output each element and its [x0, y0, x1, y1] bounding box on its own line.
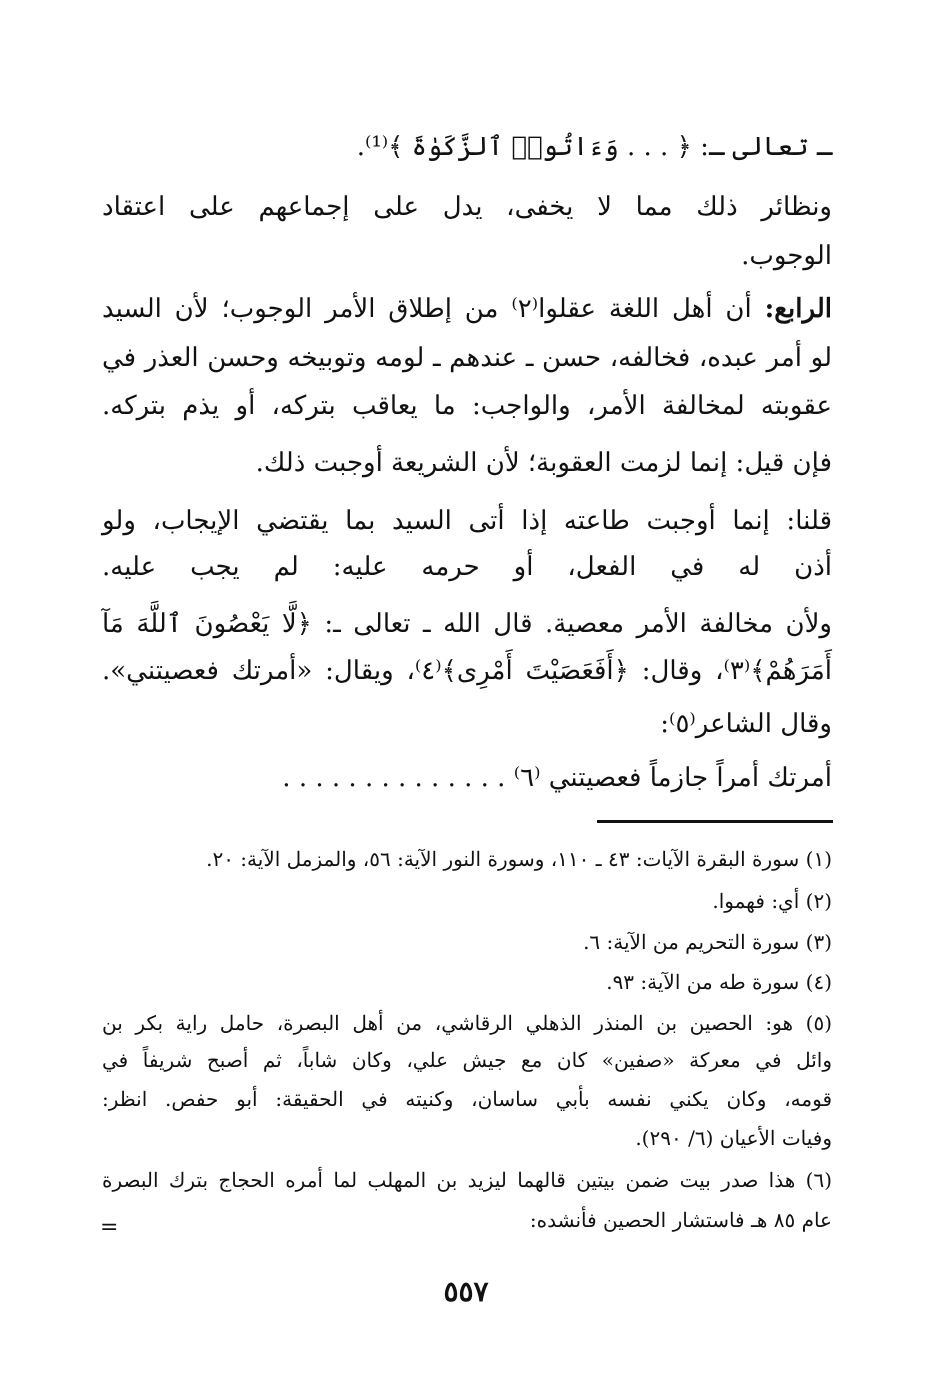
body-line-2: ونظائر ذلك مما لا يخفى، يدل على إجماعهم على اعتقاد [102, 192, 832, 222]
body-line-8: قلنا: إنما أوجبت طاعته إذا أتى السيد بما يقتضي الإيجاب، ولو [102, 506, 832, 536]
body-line-10: ولأن مخالفة الأمر معصية. قال الله ـ تعالى ـ: ﴿لَّا يَعْصُونَ ٱللَّهَ مَآ [102, 609, 832, 639]
poem-line: أمرتك أمراً جازماً فعصيتني ⁽٦⁾ . . . . . . . . . . . . . . [282, 763, 832, 793]
section-label: الرابع: [764, 294, 832, 324]
footnote-3: (٣) سورة التحريم من الآية: ٦. [583, 930, 832, 954]
body-line-12: وقال الشاعر⁽٥⁾: [660, 709, 832, 739]
body-line-1: ـ تعالى ـ: ﴿ . . . وَءَاتُوا۟ ٱلزَّكَوٰةَ ﴾⁽¹⁾. [356, 132, 832, 162]
footnote-5-line-1: (٥) هو: الحصين بن المنذر الذهلي الرقاشي، من أهل البصرة، حامل راية بكر بن [102, 1011, 833, 1035]
footnote-1: (١) سورة البقرة الآيات: ٤٣ ـ ١١٠، وسورة النور الآية: ٥٦، والمزمل الآية: ٢٠. [206, 847, 832, 871]
body-line-4-text: أن أهل اللغة عقلوا⁽٢⁾ من إطلاق الأمر الوجوب؛ لأن السيد [102, 294, 765, 324]
body-line-5: لو أمر عبده، فخالفه، حسن ـ عندهم ـ لومه وتوبيخه وحسن العذر في [102, 343, 832, 373]
footnote-6-line-2: عام ٨٥ هـ فاستشار الحصين فأنشده: [529, 1208, 832, 1232]
footnote-5-line-3: قومه، وكان يكني نفسه بأبي ساسان، وكنيته في الحقيقة: أبو حفص. انظر: [102, 1087, 833, 1111]
footnote-4: (٤) سورة طه من الآية: ٩٣. [606, 970, 832, 994]
body-line-9: أذن له في الفعل، أو حرمه عليه: لم يجب عليه. [102, 552, 832, 582]
page-number: ٥٥٧ [443, 1275, 489, 1308]
body-line-7: فإن قيل: إنما لزمت العقوبة؛ لأن الشريعة أوجبت ذلك. [255, 448, 832, 478]
footnote-5-line-2: وائل في معركة «صفين» كان مع جيش علي، وكان شاباً، ثم أصبح شريفاً في [102, 1048, 832, 1072]
footnote-5-line-4: وفيات الأعيان (٦/ ٢٩٠). [635, 1126, 832, 1150]
body-line-11: أَمَرَهُمْ﴾⁽٣⁾، وقال: ﴿أَفَعَصَيْتَ أَمْرِى﴾⁽٤⁾، ويقال: «أمرتك فعصيتني». [102, 656, 832, 686]
footnote-separator [597, 820, 833, 823]
body-line-6: عقوبته لمخالفة الأمر، والواجب: ما يعاقب بتركه، أو يذم بتركه. [102, 391, 832, 421]
body-line-3: الوجوب. [741, 241, 832, 271]
footnote-6-line-1: (٦) هذا صدر بيت ضمن بيتين قالهما ليزيد بن المهلب لما أمره الحجاج بترك البصرة [102, 1168, 832, 1192]
body-line-4 [102, 289, 832, 329]
footnote-2: (٢) أي: فهموا. [712, 889, 832, 913]
continuation-mark: = [100, 1215, 119, 1240]
